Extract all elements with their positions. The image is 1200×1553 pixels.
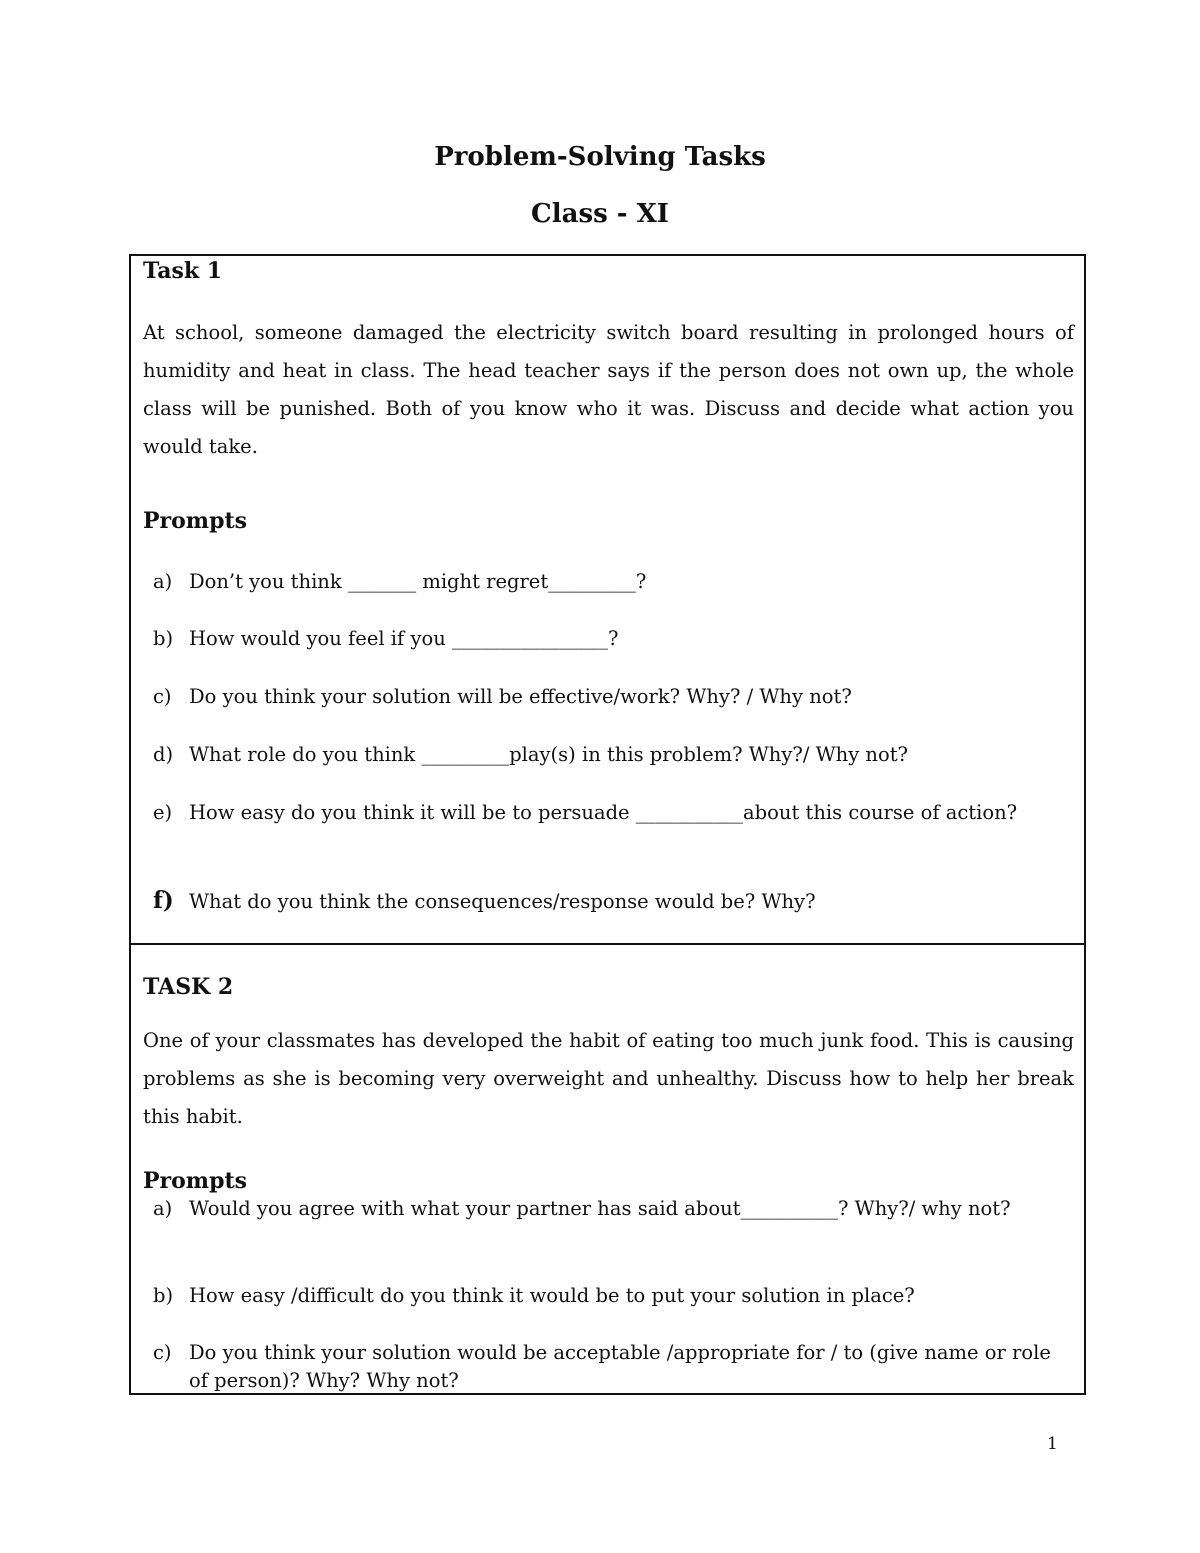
task1-prompt-f xyxy=(153,887,1074,916)
task2-heading: TASK 2 xyxy=(143,974,234,1000)
prompt-text: Would you agree with what your partner has said about__________? Why?/ why not? xyxy=(189,1197,1011,1220)
prompt-text: How easy do you think it will be to persuade ___________about this course of action? xyxy=(189,801,1018,824)
prompt-label: f) xyxy=(153,887,174,914)
task2-prompt-b xyxy=(153,1282,1074,1310)
prompt-label: c) xyxy=(153,685,172,708)
prompt-text: What do you think the consequences/response would be? Why? xyxy=(189,890,816,913)
task1-paragraph: At school, someone damaged the electricity switch board resulting in prolonged hours of humidity and heat in class. The head teacher says if the person does not own up, the whole class will be punished. Both of you know who it was. Discuss and decide what action you would take. xyxy=(143,321,1074,458)
page-number: 1 xyxy=(1047,1434,1058,1454)
task1-prompt-c xyxy=(153,683,1074,711)
task2-prompt-a xyxy=(153,1195,1074,1223)
task1-prompt-e xyxy=(153,799,1074,827)
task1-prompt-b xyxy=(153,625,1074,653)
prompt-text: Do you think your solution will be effective/work? Why? / Why not? xyxy=(189,685,852,708)
task1-prompt-a xyxy=(153,568,1074,596)
prompt-text: What role do you think _________play(s) in this problem? Why?/ Why not? xyxy=(189,743,908,766)
prompt-label: a) xyxy=(153,570,173,593)
task1-section xyxy=(129,254,1086,945)
prompt-label: b) xyxy=(153,627,174,650)
prompt-label: d) xyxy=(153,743,174,766)
prompt-text: How easy /difficult do you think it would be to put your solution in place? xyxy=(189,1284,915,1307)
task2-paragraph: One of your classmates has developed the habit of eating too much junk food. This is causing problems as she is becoming very overweight and unhealthy. Discuss how to help her break this habit. xyxy=(143,1029,1074,1128)
task1-prompts-heading: Prompts xyxy=(143,508,248,534)
class-subtitle: Class - XI xyxy=(531,199,669,229)
prompt-label: a) xyxy=(153,1197,173,1220)
task2-prompt-c xyxy=(153,1339,1074,1395)
prompt-text: Do you think your solution would be acceptable /appropriate for / to (give name or role of person)? Why? Why not? xyxy=(189,1341,1051,1392)
task2-prompts-heading: Prompts xyxy=(143,1168,248,1194)
task1-heading: Task 1 xyxy=(143,258,223,284)
prompt-label: b) xyxy=(153,1284,174,1307)
page-title: Problem-Solving Tasks xyxy=(434,142,766,172)
prompt-text: Don’t you think _______ might regret_________? xyxy=(189,570,647,593)
prompt-label: e) xyxy=(153,801,173,824)
task1-prompt-d xyxy=(153,741,1074,769)
task2-section xyxy=(129,943,1086,1395)
prompt-text: How would you feel if you ________________? xyxy=(189,627,619,650)
prompt-label: c) xyxy=(153,1341,172,1364)
